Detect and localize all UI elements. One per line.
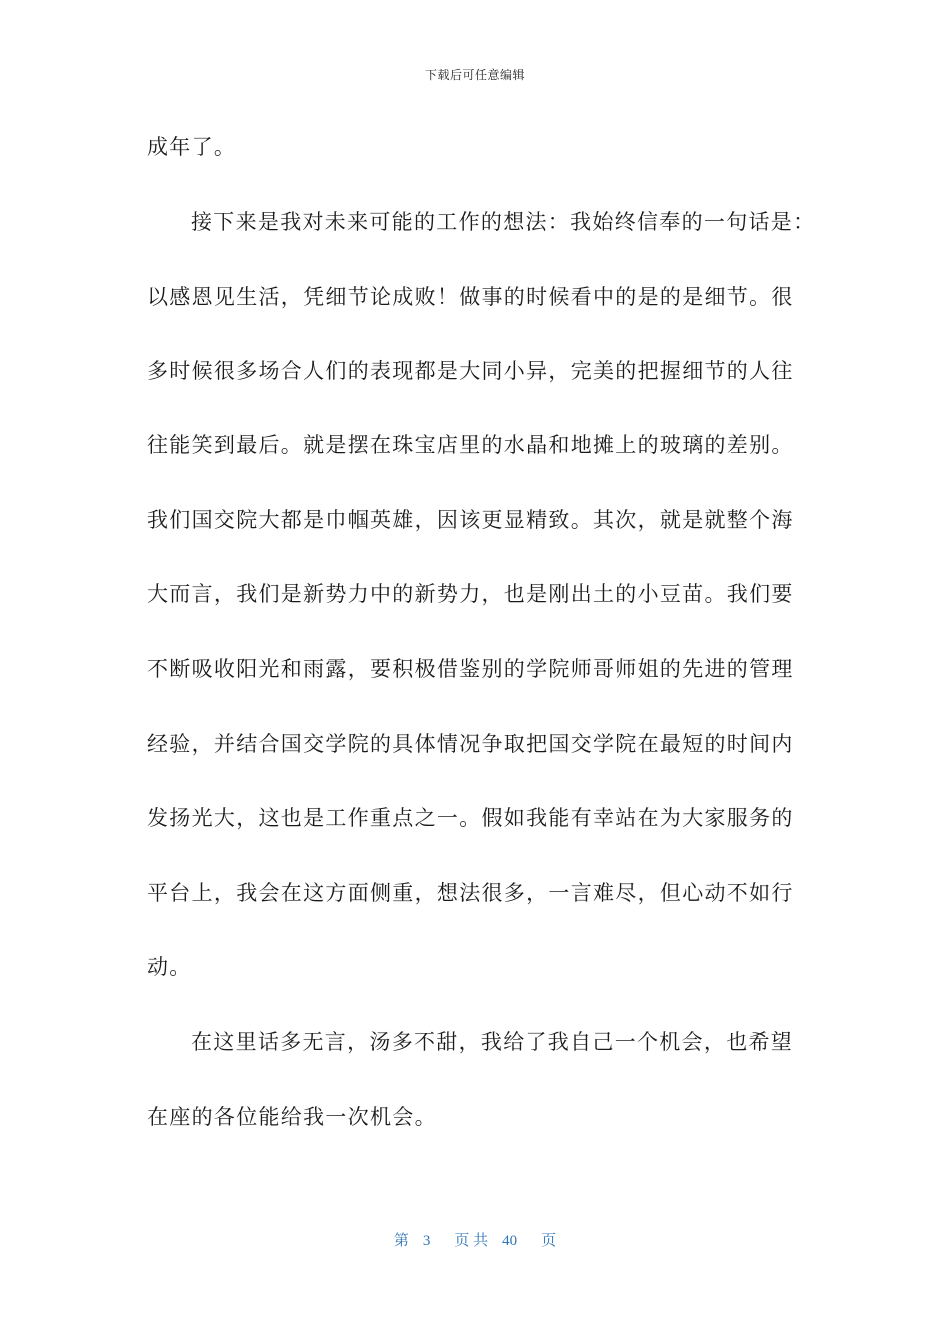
paragraph-line: 发扬光大，这也是工作重点之一。假如我能有幸站在为大家服务的: [147, 806, 794, 830]
paragraph-line: 平台上，我会在这方面侧重，想法很多，一言难尽，但心动不如行: [147, 881, 794, 905]
paragraph-line: 在座的各位能给我一次机会。: [147, 1105, 437, 1129]
paragraph-line: 往能笑到最后。就是摆在珠宝店里的水晶和地摊上的玻璃的差别。: [147, 433, 794, 457]
paragraph-line: 不断吸收阳光和雨露，要积极借鉴别的学院师哥师姐的先进的管理: [147, 657, 794, 681]
paragraph-line: 经验，并结合国交学院的具体情况争取把国交学院在最短的时间内: [147, 732, 794, 756]
footer-prefix: 第: [393, 1233, 409, 1249]
paragraph-line: 动。: [147, 955, 192, 979]
paragraph-line: 成年了。: [147, 135, 237, 159]
paragraph-line: 大而言，我们是新势力中的新势力，也是刚出土的小豆苗。我们要: [147, 582, 794, 606]
footer-suffix: 页: [541, 1233, 557, 1249]
footer-middle: 页 共: [454, 1233, 489, 1249]
footer-total-pages: 40: [502, 1233, 518, 1249]
page-header: 下载后可任意编辑: [424, 68, 525, 82]
paragraph-line: 我们国交院大都是巾帼英雄，因该更显精致。其次，就是就整个海: [147, 508, 794, 532]
paragraph-line: 接下来是我对未来可能的工作的想法：我始终信奉的一句话是：: [191, 210, 816, 234]
paragraph-line: 在这里话多无言，汤多不甜，我给了我自己一个机会，也希望: [191, 1030, 794, 1054]
page-footer: [0, 1229, 950, 1250]
paragraph-line: 多时候很多场合人们的表现都是大同小异，完美的把握细节的人往: [147, 359, 794, 383]
footer-page-number: 3: [422, 1233, 431, 1249]
paragraph-line: 以感恩见生活，凭细节论成败！做事的时候看中的是的是细节。很: [147, 285, 794, 309]
